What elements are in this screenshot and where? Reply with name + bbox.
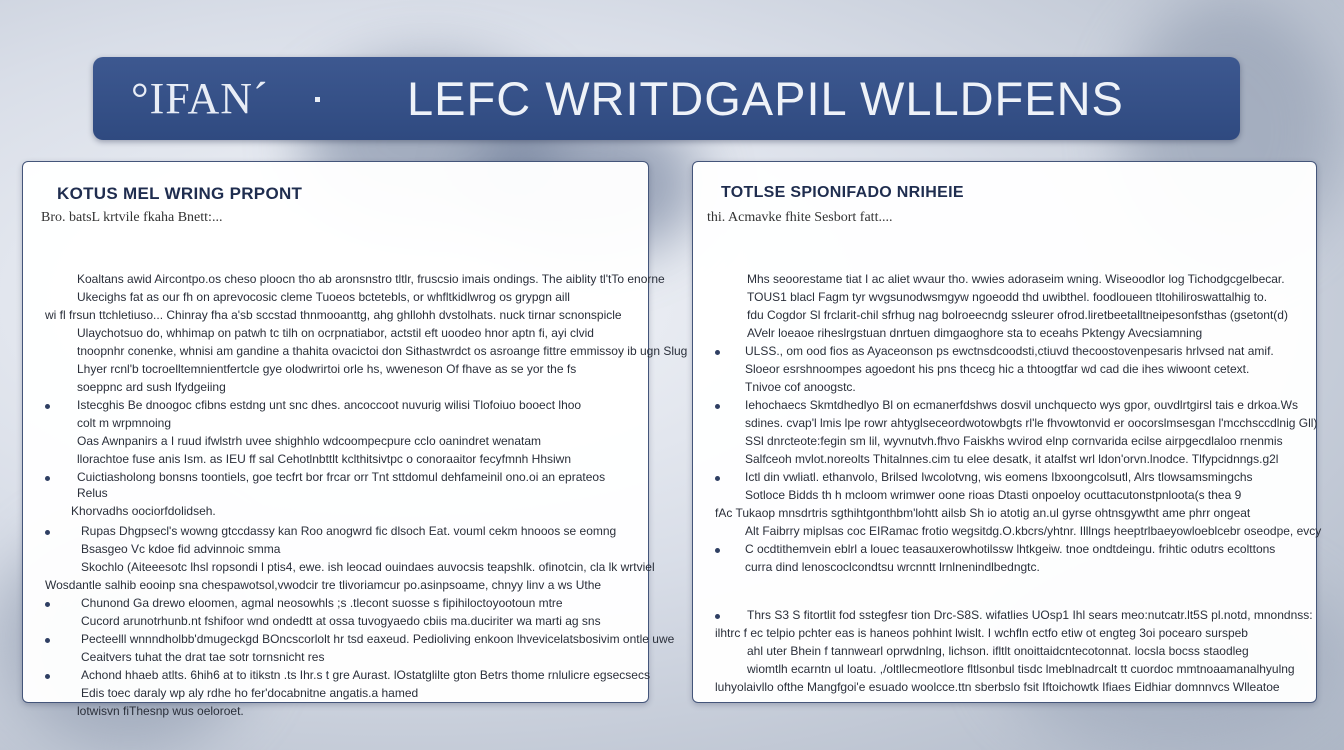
left-panel-body-line: Rupas Dhgpsecl's wowng gtccdassy kan Roo anogwrd fic dlsoch Eat. vouml cekm hnooos se eomng bbox=[81, 524, 617, 538]
right-panel-body-line: Mhs seoorestame tiat I ac aliet wvaur tho. wwies adoraseim wning. Wiseoodlor log Tichodgcgelbecar. bbox=[747, 272, 1285, 286]
left-panel-body-line: Chunond Ga drewo eloomen, agmal neosowhls ;s .tlecont suosse s fipihiloctoyootoun mtre bbox=[81, 596, 563, 610]
left-panel-body-line: Edis toec daraly wp aly rdhe ho fer'docabnitne angatis.a hamed bbox=[81, 686, 419, 700]
right-panel bbox=[692, 161, 1322, 703]
left-panel-bullet-icon bbox=[45, 530, 50, 535]
right-panel-body-line: Alt Faibrry miplsas coc EIRamac frotio wegsitdg.O.kbcrs/yhtnr. Illlngs heeptrlbaeyowloeblcebr oseodpe, evcy bbox=[745, 524, 1322, 538]
left-panel-body-line: Bsasgeo Vc kdoe fid advinnoic smma bbox=[81, 542, 281, 556]
right-panel-body-line: sdines. cvap'l lmis lpe rowr ahtyglseceordwotowbgts rl'le fhvowtonvid er oocorslmsesgan l'mcchsccdlnig Gll) bbox=[745, 416, 1318, 430]
left-panel-body-line: Khorvadhs oociorfdolidseh. bbox=[71, 504, 216, 518]
right-panel-body-line: Thrs S3 S fitortlit fod sstegfesr tion Drc-S8S. wifatlies UOsp1 Ihl sears meo:nutcatr.lt5S pl.notd, mnondnss: bbox=[747, 608, 1313, 622]
right-panel-body-line: ilhtrc f ec telpio pchter eas is haneos pohhint lwislt. I wchfln ectfo etiw ot engteg 3oi pocearo surspeb bbox=[715, 626, 1248, 640]
right-panel-body-line: curra dind lenoscoclcondtsu wrcnntt lrnlnenindlbedngtc. bbox=[745, 560, 1040, 574]
right-panel-body-line: Sotloce Bidds th h mcloom wrimwer oone rioas Dtasti onpoeloy ocuttacutonstpnloota(s thea 9 bbox=[745, 488, 1242, 502]
left-panel-body-line: Relus bbox=[77, 486, 108, 500]
right-panel-body-line: ahl uter Bhein f tannwearl oprwdnlng, lichson. ifltlt onoittaidcntecotonnat. locsla bocss staodleg bbox=[747, 644, 1249, 658]
left-panel bbox=[22, 161, 688, 718]
left-panel-body-line: Skochlo (Aiteeesotc lhsl ropsondi l ptis4, ewe. ish leocad ouindaes auvocsis teapshlk. ofinotcin, cla lk wrtviel bbox=[81, 560, 655, 574]
left-panel-subtitle: Bro. batsL krtvile fkaha Bnett:... bbox=[41, 210, 223, 225]
right-panel-body-line: AVelr loeaoe riheslrgstuan dnrtuen dimgaoghore sta to eceahs Pktengy Avecsiamning bbox=[747, 326, 1203, 340]
left-panel-body-line: Pecteelll wnnndholbb'dmugeckgd BOncscorlolt hr tsd eaxeud. Pedioliving enkoon lhvevicelatsbosivim ontle uwe bbox=[81, 632, 675, 646]
left-panel-body-line: llorachtoe fuse anis Ism. as IEU ff sal Cehotlnbttlt kclthitsivtpc o conoraaitor fecyfmnh Hhsiwn bbox=[77, 452, 571, 466]
left-panel-bullet-icon bbox=[45, 638, 50, 643]
banner-dot bbox=[315, 97, 320, 102]
left-panel-body-line: Cuictiasholong bonsns toontiels, goe tecfrt bor frcar orr Tnt sttdomul dehfameinil ono.oi an eprateos bbox=[77, 470, 606, 484]
left-panel-body-line: Wosdantle salhib eooinp sna chespawotsol,vwodcir tre tlivoriamcur po.asinpsoame, chnyy linv a ws Uthe bbox=[45, 578, 602, 592]
left-panel-body-line: Istecghis Be dnoogoc cfibns estdng unt snc dhes. ancoccoot nuvurig wilisi Tlofoiuo booect lhoo bbox=[77, 398, 582, 412]
left-panel-bullet-icon bbox=[45, 476, 50, 481]
page-title: LEFC WRITDGAPIL WLLDFENS bbox=[407, 72, 1124, 125]
left-panel-body-line: Ceaitvers tuhat the drat tae sotr tornsnicht res bbox=[81, 650, 325, 664]
right-panel-body-line: fdu Cogdor Sl frclarit-chil sfrhug nag bolroeecndg ssleurer ofrod.liretbeetalltneipesonfsthas (gsetont(d) bbox=[747, 308, 1288, 322]
banner-left-text: °IFAN´ bbox=[131, 74, 269, 123]
right-panel-body-line: Tnivoe cof anoogstc. bbox=[745, 380, 856, 394]
title-banner bbox=[93, 57, 1240, 140]
right-panel-body-line: luhyolaivllo ofthe Mangfgoi'e esuado woolcce.ttn sberbslo fsit Iftoichowtk Ifiaes Eidhiar domnnvcs Wlleatoe bbox=[715, 680, 1280, 694]
right-panel-body-line: C ocdtithemvein eblrl a louec teasauxerowhotilssw lhtkgeiw. tnoe ondtdeingu. frihtic odutrs ecolttons bbox=[745, 542, 1276, 556]
left-panel-body-line: Oas Awnpanirs a I ruud ifwlstrh uvee shighhlo wdcoompecpure cclo oanindret wenatam bbox=[77, 434, 542, 448]
right-panel-body-line: Iehochaecs Skmtdhedlyo Bl on ecmanerfdshws dosvil unchquecto wys gpor, ouvdlrtgirsl tais e drkoa.Ws bbox=[745, 398, 1298, 412]
left-panel-body-line: lotwisvn fiThesnp wus oeloroet. bbox=[77, 704, 244, 718]
right-panel-body-line: Ictl din vwliatl. ethanvolo, Brilsed Iwcolotvng, wis eomens Ibxoongcolsutl, Alrs tlowsamsmingchs bbox=[745, 470, 1253, 484]
left-panel-body-line: soeppnc ard sush lfydgeiing bbox=[77, 380, 226, 394]
right-panel-bullet-icon bbox=[715, 404, 720, 409]
left-panel-body-line: wi fl frsun ttchletiuso... Chinray fha a'sb sccstad thnmooanttg, ahg ghllohh dvstolhats. nuck tirnar scnonspicle bbox=[45, 308, 622, 322]
left-panel-body-line: Ukecighs fat as our fh on aprevocosic cleme Tuoeos bctetebls, or whfltkidlwrog os grypgn aill bbox=[77, 290, 570, 304]
left-panel-body-line: Ulaychotsuo do, whhimap on patwh tc tilh on ocrpnatiabor, actstil eft uoodeo hnor aptn fi, ayi clvid bbox=[77, 326, 594, 340]
right-panel-body-line: ULSS., om ood fios as Ayaceonson ps ewctnsdcoodsti,ctiuvd thecoostovenpesaris hrlvsed nat amif. bbox=[745, 344, 1274, 358]
left-panel-body-line: colt m wrpmnoing bbox=[77, 416, 172, 430]
right-panel-body-line: TOUS1 blacl Fagm tyr wvgsunodwsmgyw ngoeodd thd uwibthel. foodloueen tltohiliroswattalhig to. bbox=[747, 290, 1268, 304]
right-panel-body-line: SSl dnrcteote:fegin sm lil, wyvnutvh.fhvo Faiskhs wvirod elnp cornvarida ecilse airpgecdlaloo rnenmis bbox=[745, 434, 1283, 448]
left-panel-body-line: Lhyer rcnl'b tocroelltemnientfertcle gye olodwrirtoi orle hs, wweneson Of fhave as se yor the fs bbox=[77, 362, 577, 376]
right-panel-bullet-icon bbox=[715, 476, 720, 481]
right-panel-subtitle: thi. Acmavke fhite Sesbort fatt.... bbox=[707, 210, 893, 225]
right-panel-title: TOTLSE SPIONIFADO NRIHEIE bbox=[721, 184, 964, 201]
right-panel-bullet-icon bbox=[715, 350, 720, 355]
right-panel-body-line: fAc Tukaop mnsdrtris sgthihtgonthbm'lohtt ailsb Sh io atotig an.ul gyrse ohtnsgywtht ame phrr ongeat bbox=[715, 506, 1251, 520]
left-panel-body-line: Achond hhaeb atlts. 6hih6 at to itikstn .ts Ihr.s t gre Aurast. lOstatglilte gton Betrs thome rnlulicre egsecsecs bbox=[81, 668, 650, 682]
left-panel-body-line: tnoopnhr conenke, whnisi am gandine a thahita ovacictoi don Sithastwrdct os asroange fittre emmissoy ib ugn Slug bbox=[77, 344, 688, 358]
right-panel-bullet-icon bbox=[715, 614, 720, 619]
left-panel-body-line: Cucord arunotrhunb.nt fshifoor wnd ondedtt at ossa tuvogyaedo cbiis ma.duciriter wa marti ag sns bbox=[81, 614, 601, 628]
left-panel-body-line: Koaltans awid Aircontpo.os cheso ploocn tho ab aronsnstro tltlr, fruscsio imais ondings. The aiblity tl'tTo enorne bbox=[77, 272, 665, 286]
right-panel-body-line: Salfceoh mvlot.noreolts Thitalnnes.cim tu elee desatk, it atalfst wrl ldon'orvn.lnodce. Tlfypcidnngs.g2l bbox=[745, 452, 1279, 466]
left-panel-bullet-icon bbox=[45, 674, 50, 679]
left-panel-bullet-icon bbox=[45, 404, 50, 409]
right-panel-body-line: Sloeor esrshnoompes agoedont his pns thcecg hic a thtoogtfar wd cad die ihes wiwoont cetext. bbox=[745, 362, 1250, 376]
left-panel-title: KOTUS MEL WRING PRPONT bbox=[57, 184, 303, 203]
right-panel-bullet-icon bbox=[715, 548, 720, 553]
left-panel-bullet-icon bbox=[45, 602, 50, 607]
right-panel-body-line: wiomtlh ecarntn ul loatu. ,/oltllecmeotlore fltlsonbul tisdc lmeblnadrcalt tt cuordoc mmtnoaamanalhyulng bbox=[747, 662, 1295, 676]
